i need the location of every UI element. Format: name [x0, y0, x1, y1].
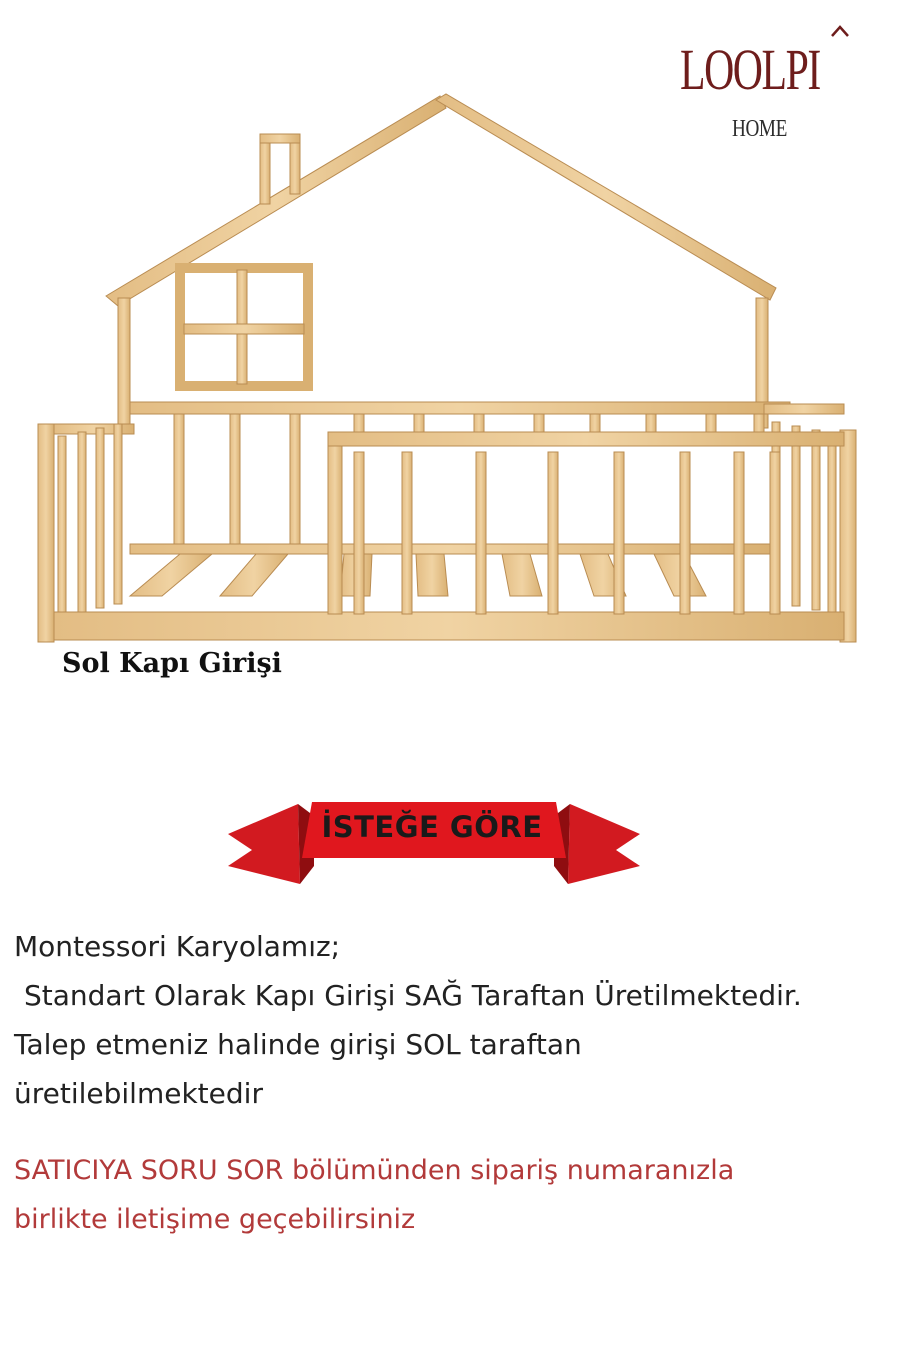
- brand-name: LOOLPI: [680, 37, 820, 102]
- logo-accent-icon: [830, 24, 850, 38]
- brand-subtitle: HOME: [732, 116, 787, 142]
- description-line-3: Talep etmeniz halinde girişi SOL taraftan: [14, 1028, 582, 1061]
- product-image: [34, 92, 864, 652]
- contact-line-1: SATICIYA SORU SOR bölümünden sipariş numaranızla: [14, 1155, 735, 1186]
- caption: Sol Kapı Girişi: [62, 648, 282, 679]
- description: [14, 922, 894, 1118]
- roof-right: [436, 94, 776, 300]
- description-line-1: Montessori Karyolamız;: [14, 930, 341, 963]
- ribbon-left-tail: [228, 804, 300, 884]
- contact-note: [14, 1146, 894, 1244]
- roof-left: [106, 96, 446, 306]
- description-line-4: üretilebilmektedir: [14, 1077, 263, 1110]
- ribbon-label: İSTEĞE GÖRE: [321, 810, 543, 844]
- contact-line-2: birlikte iletişime geçebilirsiniz: [14, 1204, 416, 1235]
- description-line-2: Standart Olarak Kapı Girişi SAĞ Taraftan Üretilmektedir.: [24, 979, 802, 1012]
- ribbon-right-tail: [568, 804, 640, 884]
